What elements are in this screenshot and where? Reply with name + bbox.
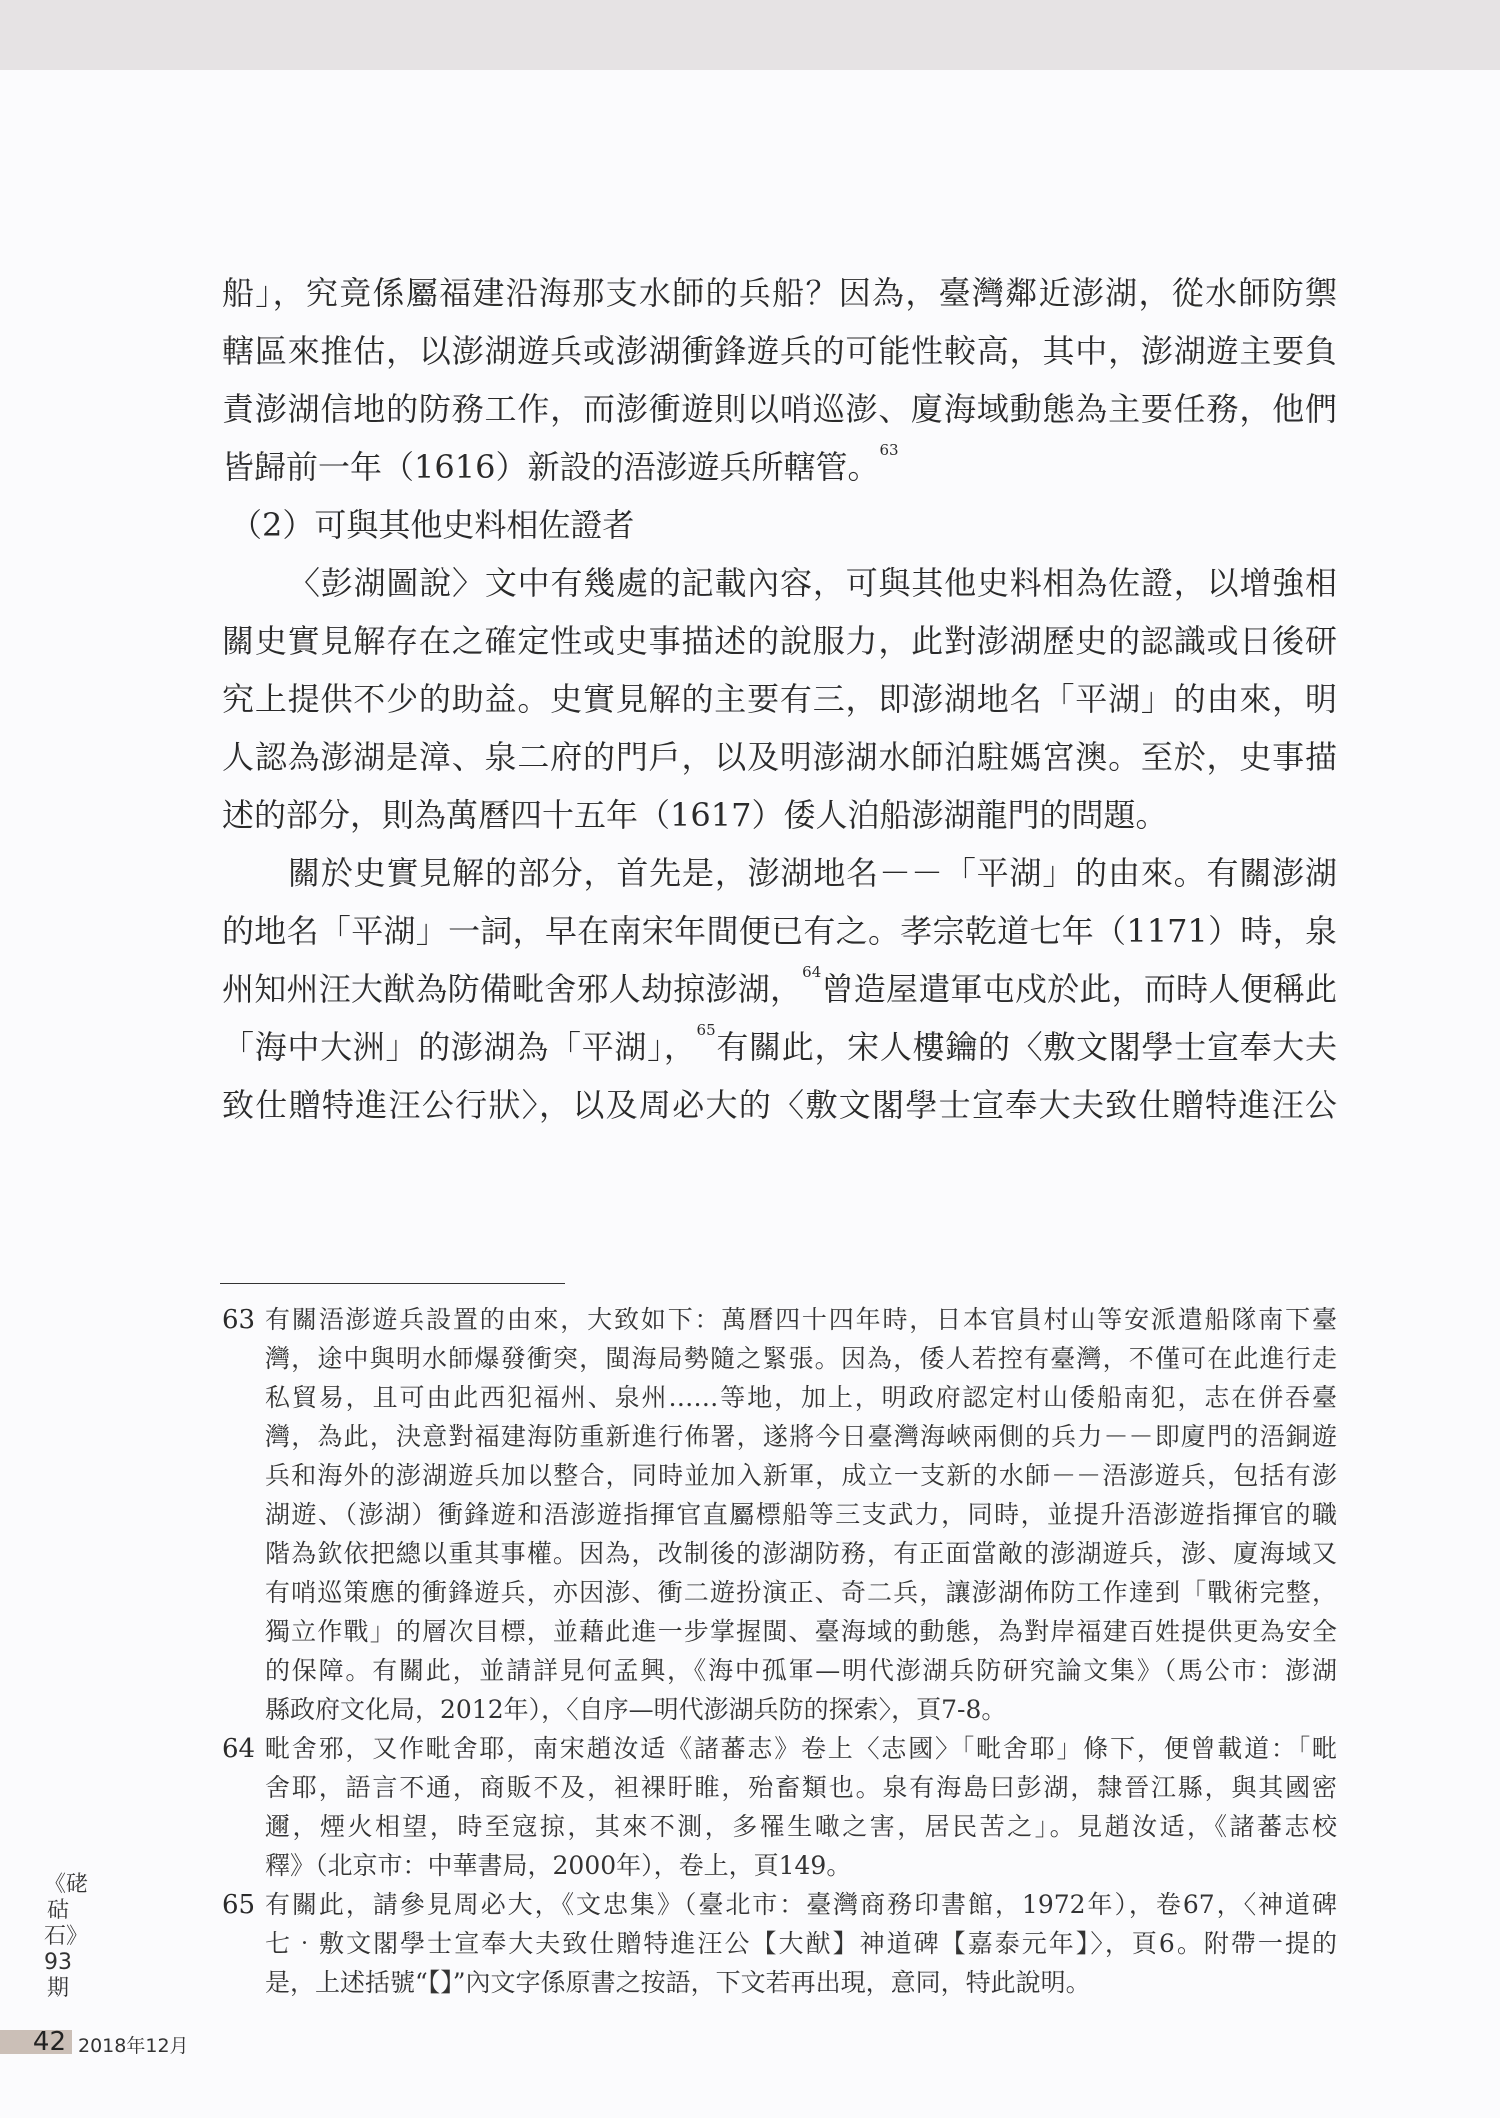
page-number: 42 [32, 2027, 66, 2057]
footnote-line: 邇，煙火相望，時至寇掠，其來不測，多罹生噉之害，居民苦之」。見趙汝适，《諸蕃志校 [265, 1812, 1337, 1841]
body-text-run: 致仕贈特進汪公行狀〉，以及周必大的〈敷文閣學士宣奉大夫致仕贈特進汪公 [222, 1086, 1337, 1124]
body-text-run: 關史實見解存在之確定性或史事描述的說服力，此對澎湖歷史的認識或日後研 [222, 622, 1337, 660]
body-line [222, 621, 1337, 661]
section-heading [222, 505, 1337, 545]
body-text-run: 「海中大洲」的澎湖為「平湖」， [222, 1028, 697, 1066]
footnote-line: 灣，為此，決意對福建海防重新進行佈署，遂將今日臺灣海峽兩側的兵力－－即廈門的浯銅遊 [265, 1422, 1337, 1451]
body-text-run: 皆歸前一年（1616）新設的浯澎遊兵所轄管。 [222, 448, 880, 486]
footnote-line: 階為欽依把總以重其事權。因為，改制後的澎湖防務，有正面當敵的澎湖遊兵，澎、廈海域又 [265, 1539, 1337, 1568]
body-text-run: 轄區來推估，以澎湖遊兵或澎湖衝鋒遊兵的可能性較高，其中，澎湖遊主要負 [222, 332, 1337, 370]
page-number-box [0, 2027, 72, 2057]
body-line [222, 853, 1337, 893]
body-text-run: 曾造屋遣軍屯戍於此，而時人便稱此 [821, 970, 1337, 1008]
body-text-run: 責澎湖信地的防務工作，而澎衝遊則以哨巡澎、廈海域動態為主要任務，他們 [222, 390, 1337, 428]
footnote-number: 64 [222, 1734, 256, 1764]
footnote-line: 七‧敷文閣學士宣奉大夫致仕贈特進汪公【大猷】神道碑【嘉泰元年】〉，頁6。附帶一提的 [265, 1929, 1337, 1958]
body-line [222, 331, 1337, 371]
footnote-line: 獨立作戰」的層次目標，並藉此進一步掌握閩、臺海域的動態，為對岸福建百姓提供更為安全 [265, 1617, 1337, 1646]
body-line [222, 795, 1337, 835]
footnote-line: 舍耶，語言不通，商販不及，袒裸盱睢，殆畜類也。泉有海島曰彭湖，隸晉江縣，與其國密 [265, 1773, 1337, 1802]
body-text-run: （2）可與其他史料相佐證者 [230, 506, 635, 544]
footnote-line: 有關此，請參見周必大，《文忠集》（臺北市：臺灣商務印書館，1972年），卷67，〈神道碑 [265, 1890, 1337, 1919]
body-text-run: 關於史實見解的部分，首先是，澎湖地名－－「平湖」的由來。有關澎湖 [288, 854, 1337, 892]
footnote-line: 私貿易，且可由此西犯福州、泉州……等地，加上，明政府認定村山倭船南犯，志在併吞臺 [265, 1383, 1337, 1412]
body-line [222, 1085, 1337, 1125]
footnote-line: 釋》（北京市：中華書局，2000年），卷上，頁149。 [265, 1851, 852, 1880]
footnote-number: 65 [222, 1890, 256, 1920]
body-text-run: 人認為澎湖是漳、泉二府的門戶，以及明澎湖水師泊駐媽宮澳。至於，史事描 [222, 738, 1337, 776]
journal-title-vertical: 《硓𥑮石》93期 [44, 1872, 89, 2001]
scan-top-band [0, 0, 1500, 70]
body-line [222, 441, 1337, 487]
body-text-run: 的地名「平湖」一詞，早在南宋年間便已有之。孝宗乾道七年（1171）時，泉 [222, 912, 1337, 950]
footnote-ref[interactable]: 65 [696, 1021, 716, 1039]
body-line [222, 389, 1337, 429]
body-text-run: 述的部分，則為萬曆四十五年（1617）倭人泊船澎湖龍門的問題。 [222, 796, 1168, 834]
body-text-run: 州知州汪大猷為防備毗舍邪人劫掠澎湖， [222, 970, 803, 1008]
issue-date: 2018年12月 [78, 2035, 189, 2057]
body-text-run: 有關此，宋人樓鑰的〈敷文閣學士宣奉大夫 [715, 1028, 1337, 1066]
body-text-run: 船」，究竟係屬福建沿海那支水師的兵船？因為，臺灣鄰近澎湖，從水師防禦 [222, 274, 1337, 312]
body-line [222, 911, 1337, 951]
body-line [222, 737, 1337, 777]
footnote-line: 灣，途中與明水師爆發衝突，閩海局勢隨之緊張。因為，倭人若控有臺灣，不僅可在此進行走 [265, 1344, 1337, 1373]
footnote-line: 有哨巡策應的衝鋒遊兵，亦因澎、衝二遊扮演正、奇二兵，讓澎湖佈防工作達到「戰術完整， [265, 1578, 1337, 1607]
footnote-ref[interactable]: 64 [802, 963, 822, 981]
body-line [222, 679, 1337, 719]
footnote-line: 毗舍邪，又作毗舍耶，南宋趙汝适《諸蕃志》卷上〈志國〉「毗舍耶」條下，便曾載道：「毗 [265, 1734, 1337, 1763]
body-text-run: 究上提供不少的助益。史實見解的主要有三，即澎湖地名「平湖」的由來，明 [222, 680, 1337, 718]
footnote-line: 兵和海外的澎湖遊兵加以整合，同時並加入新軍，成立一支新的水師－－浯澎遊兵，包括有澎 [265, 1461, 1337, 1490]
footnote-line: 的保障。有關此，並請詳見何孟興，《海中孤軍—明代澎湖兵防研究論文集》（馬公市：澎湖 [265, 1656, 1337, 1685]
body-line [222, 563, 1337, 603]
footnote-ref[interactable]: 63 [879, 441, 899, 459]
footnote-separator [220, 1283, 565, 1284]
footnote-line: 有關浯澎遊兵設置的由來，大致如下：萬曆四十四年時，日本官員村山等安派遣船隊南下臺 [265, 1305, 1337, 1334]
body-line [222, 1021, 1337, 1067]
body-text-run: 〈彭湖圖說〉文中有幾處的記載內容，可與其他史料相為佐證，以增強相 [288, 564, 1337, 602]
footnote-line: 是，上述括號“【】”內文字係原書之按語，下文若再出現，意同，特此說明。 [265, 1968, 1091, 1997]
footnote-line: 湖遊、（澎湖）衝鋒遊和浯澎遊指揮官直屬標船等三支武力，同時，並提升浯澎遊指揮官的職 [265, 1500, 1337, 1529]
body-line [222, 963, 1337, 1009]
body-line [222, 273, 1337, 313]
footnote-number: 63 [222, 1305, 256, 1335]
footnote-line: 縣政府文化局，2012年），〈自序—明代澎湖兵防的探索〉，頁7-8。 [265, 1695, 1007, 1724]
